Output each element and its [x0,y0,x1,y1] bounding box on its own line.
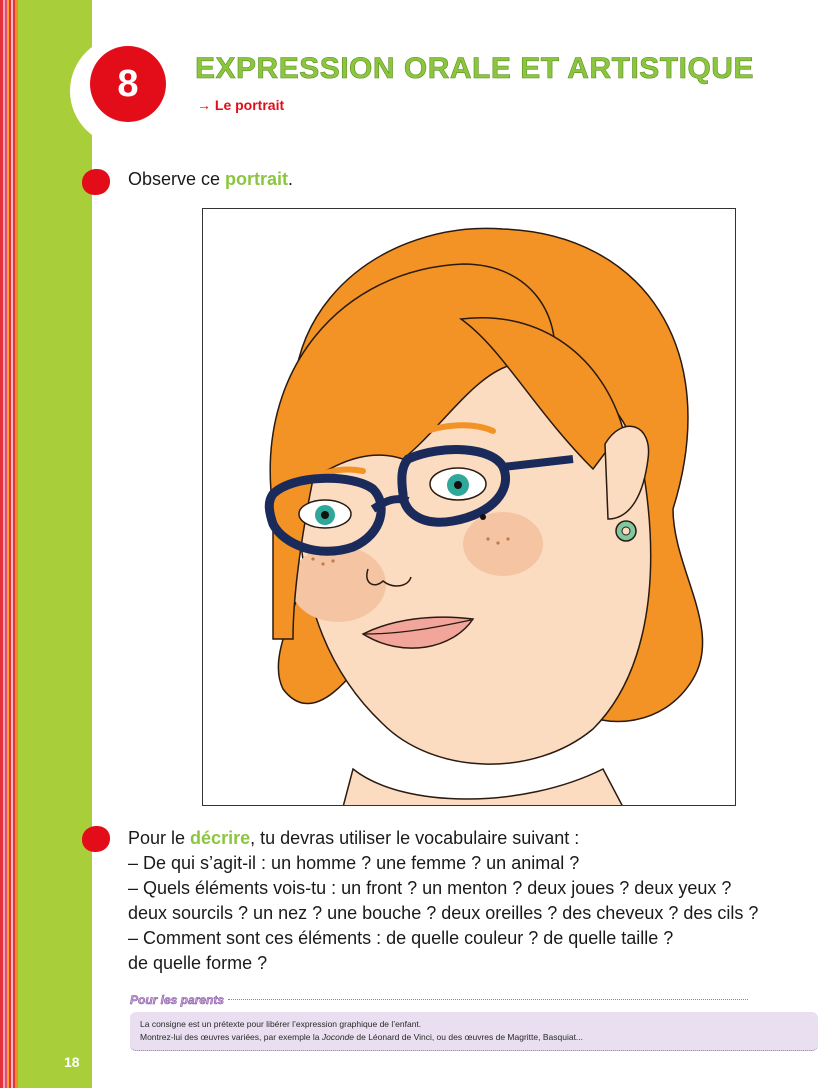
dotted-rule [228,999,748,1000]
instruction-text: Observe ce [128,169,226,189]
beauty-mark [480,514,486,520]
parents-line: La consigne est un prétexte pour libérer l’expression graphique de l’enfant. [140,1019,422,1029]
page-title: EXPRESSION ORALE ET ARTISTIQUE [195,52,754,85]
side-band [18,0,92,1088]
bullet-icon [82,826,110,852]
describe-line: – Comment sont ces éléments : de quelle couleur ? de quelle taille ? [128,928,674,948]
parents-line: Montrez-lui des œuvres variées, par exemple la Joconde de Léonard de Vinci, ou des œuvres de Magritte, Basquiat... [140,1032,584,1042]
parents-title: Pour les parents [130,993,225,1007]
parents-header [130,991,818,1009]
portrait-frame [202,208,736,806]
keyword-decrire: décrire [190,828,251,848]
instruction-describe [128,826,818,976]
lesson-number-badge: 8 [90,46,166,122]
neck [343,769,623,806]
describe-line: deux sourcils ? un nez ? une bouche ? deux oreilles ? des cheveux ? des cils ? [128,903,759,923]
parents-note [130,991,818,1051]
instruction-observe [128,169,293,190]
describe-line: – De qui s’agit-il : un homme ? une femme ? un animal ? [128,853,580,873]
colored-spine [0,0,18,1088]
describe-intro: Pour le décrire, tu devras utiliser le vocabulaire suivant : [128,828,580,848]
describe-line: de quelle forme ? [128,953,268,973]
instruction-punct: . [288,169,294,189]
bullet-icon [82,169,110,195]
portrait-illustration [203,209,736,806]
page-subtitle: → Le portrait [197,97,285,113]
page-number: 18 [64,1054,80,1070]
keyword-portrait: portrait [225,169,289,189]
parents-box [130,1012,818,1051]
describe-line: – Quels éléments vois-tu : un front ? un menton ? deux joues ? deux yeux ? [128,878,732,898]
right-cheek [463,512,543,576]
